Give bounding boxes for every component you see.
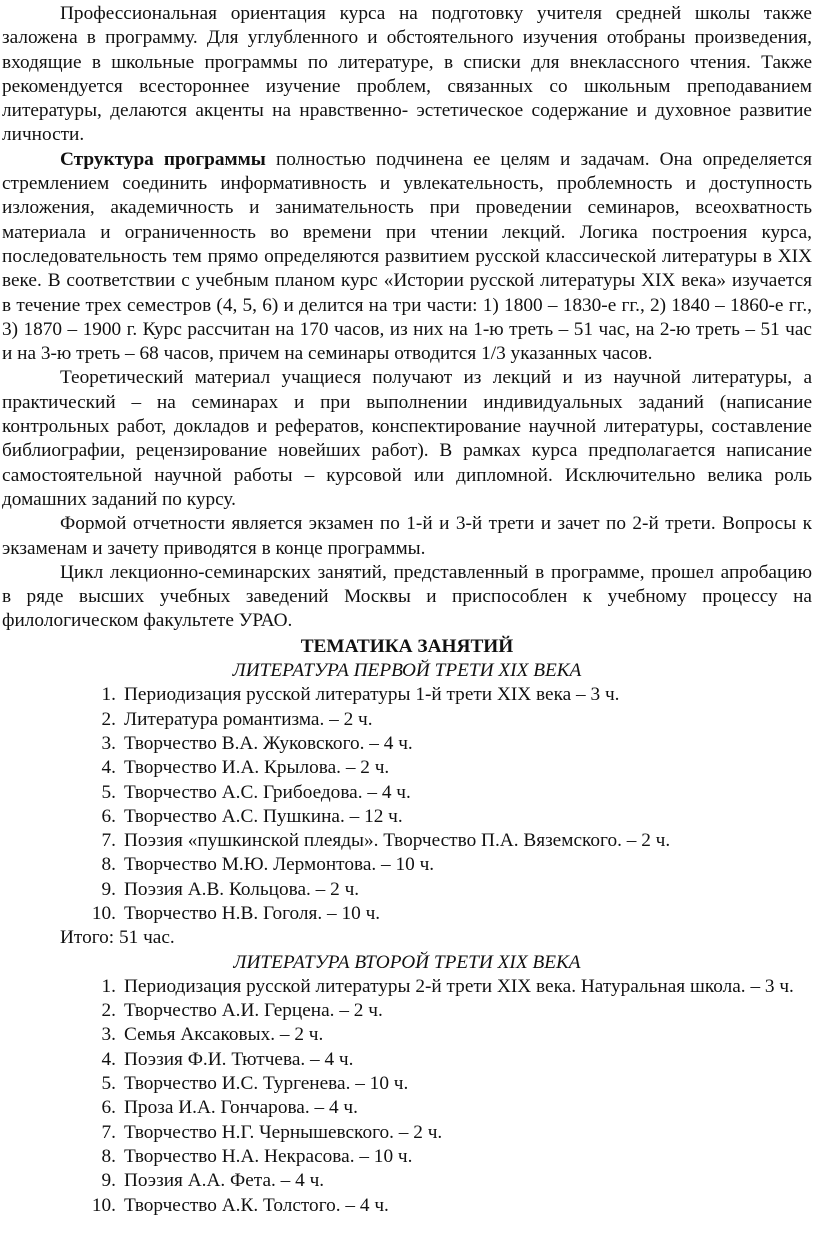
list-item-text: Творчество И.А. Крылова. – 2 ч.: [124, 757, 390, 779]
list-item: [2, 781, 812, 805]
list-item: [2, 732, 812, 756]
list-item-text: Творчество А.К. Толстого. – 4 ч.: [124, 1194, 389, 1216]
list-item: [2, 805, 812, 829]
list-item-number: 5.: [101, 1073, 116, 1095]
list-item-number: 6.: [101, 805, 116, 827]
list-item-number: 3.: [101, 732, 116, 754]
list-item-number: 7.: [101, 830, 116, 852]
list-item-number: 10.: [91, 902, 116, 924]
list-item-number: 8.: [101, 1145, 116, 1167]
list-item: [2, 1072, 812, 1096]
paragraph-structure-lead: Структура программы: [60, 148, 266, 170]
list-item: [2, 1145, 812, 1169]
list-item-number: 1.: [101, 684, 116, 706]
list-item: [2, 878, 812, 902]
list-item: [2, 1169, 812, 1193]
list-item-text: Поэзия «пушкинской плеяды». Творчество П.А. Вяземского. – 2 ч.: [124, 830, 671, 852]
section1-list: [2, 683, 812, 926]
list-item-number: 4.: [101, 757, 116, 779]
list-item: [2, 1121, 812, 1145]
list-item-text: Поэзия А.А. Фета. – 4 ч.: [124, 1170, 325, 1192]
paragraph-cycle: Цикл лекционно-семинарских занятий, представленный в программе, прошел апробацию в ряде высших учебных заведений Москвы и приспособлен к учебному процессу на филологическом факультете УРАО.: [2, 561, 812, 632]
list-item-text: Периодизация русской литературы 1-й трети XIX века – 3 ч.: [124, 684, 620, 706]
paragraph-theory: Теоретический материал учащиеся получают из лекций и из научной литературы, а практический – на семинарах и при выполнении индивидуальных заданий (написание контрольных работ, докладов и рефератов, конспектирование научной литературы, составление библиографии, рецензирование новейших работ). В рамках курса предполагается написание самостоятельной научной работы – курсовой или дипломной. Исключительно велика роль домашних заданий по курсу.: [2, 367, 812, 510]
list-item: [2, 999, 812, 1023]
paragraph-orientation: Профессиональная ориентация курса на подготовку учителя средней школы также заложена в программу. Для углубленного и обстоятельного изучения отобраны произведения, входящие в школьные программы по литературе, в списки для внеклассного чтения. Также рекомендуется всестороннее изучение проблем, связанных со школьным преподаванием литературы, делаются акценты на нравственно- эстетическое содержание и духовное развитие личности.: [2, 3, 812, 146]
list-item-text: Творчество А.И. Герцена. – 2 ч.: [124, 1000, 383, 1022]
list-item-number: 7.: [101, 1121, 116, 1143]
list-item-text: Периодизация русской литературы 2-й трети XIX века. Натуральная школа. – 3 ч.: [124, 975, 794, 997]
list-item-number: 9.: [101, 1170, 116, 1192]
list-item-number: 10.: [91, 1194, 116, 1216]
list-item: [2, 975, 812, 999]
list-item-number: 4.: [101, 1048, 116, 1070]
section2-list: [2, 975, 812, 1218]
section1-total: Итого: 51 час.: [60, 927, 175, 949]
list-item-number: 6.: [101, 1097, 116, 1119]
list-item-number: 5.: [101, 781, 116, 803]
list-item-number: 3.: [101, 1024, 116, 1046]
list-item: [2, 756, 812, 780]
list-item: [2, 829, 812, 853]
list-item: [2, 1023, 812, 1047]
section1-title: ЛИТЕРАТУРА ПЕРВОЙ ТРЕТИ XIX ВЕКА: [232, 660, 582, 682]
list-item-text: Творчество Н.Г. Чернышевского. – 2 ч.: [124, 1121, 443, 1143]
list-item-text: Творчество М.Ю. Лермонтова. – 10 ч.: [124, 854, 435, 876]
topics-heading: ТЕМАТИКА ЗАНЯТИЙ: [300, 635, 514, 657]
list-item: [2, 853, 812, 877]
list-item-text: Семья Аксаковых. – 2 ч.: [124, 1024, 324, 1046]
paragraph-structure: [2, 148, 812, 367]
section2-title: ЛИТЕРАТУРА ВТОРОЙ ТРЕТИ XIX ВЕКА: [233, 951, 581, 973]
list-item-text: Поэзия Ф.И. Тютчева. – 4 ч.: [124, 1048, 354, 1070]
list-item-number: 1.: [101, 975, 116, 997]
list-item-text: Литература романтизма. – 2 ч.: [124, 708, 373, 730]
paragraph-structure-body: полностью подчинена ее целям и задачам. Она определяется стремлением соединить информативность и увлекательность, проблемность и доступность изложения, академичность и занимательность при проведении семинаров, всеохватность материала и ограниченность во времени при чтении лекций. Логика построения курса, последовательность тем прямо определяются развитием русской классической литературы в XIX веке. В соответствии с учебным планом курс «Истории русской литературы XIX века» изучается в течение трех семестров (4, 5, 6) и делится на три части: 1) 1800 – 1830-е гг., 2) 1840 – 1860-е гг., 3) 1870 – 1900 г. Курс рассчитан на 170 часов, из них на 1-ю треть – 51 час, на 2-ю треть – 51 час и на 3-ю треть – 68 часов, причем на семинары отводится 1/3 указанных часов.: [2, 148, 812, 365]
list-item-number: 2.: [101, 708, 116, 730]
list-item-text: Творчество А.С. Грибоедова. – 4 ч.: [124, 781, 411, 803]
list-item: [2, 1194, 812, 1218]
list-item-text: Творчество Н.А. Некрасова. – 10 ч.: [124, 1145, 413, 1167]
list-item-number: 8.: [101, 854, 116, 876]
list-item-number: 9.: [101, 878, 116, 900]
list-item: [2, 1096, 812, 1120]
list-item: [2, 683, 812, 707]
list-item-text: Творчество Н.В. Гоголя. – 10 ч.: [124, 902, 381, 924]
list-item: [2, 902, 812, 926]
list-item-text: Творчество А.С. Пушкина. – 12 ч.: [124, 805, 403, 827]
list-item-text: Творчество В.А. Жуковского. – 4 ч.: [124, 732, 413, 754]
list-item-text: Поэзия А.В. Кольцова. – 2 ч.: [124, 878, 360, 900]
list-item: [2, 708, 812, 732]
paragraph-reporting: Формой отчетности является экзамен по 1-й и 3-й трети и зачет по 2-й трети. Вопросы к экзаменам и зачету приводятся в конце программы.: [2, 513, 812, 559]
list-item-text: Проза И.А. Гончарова. – 4 ч.: [124, 1097, 358, 1119]
list-item-number: 2.: [101, 1000, 116, 1022]
list-item-text: Творчество И.С. Тургенева. – 10 ч.: [124, 1073, 409, 1095]
list-item: [2, 1048, 812, 1072]
